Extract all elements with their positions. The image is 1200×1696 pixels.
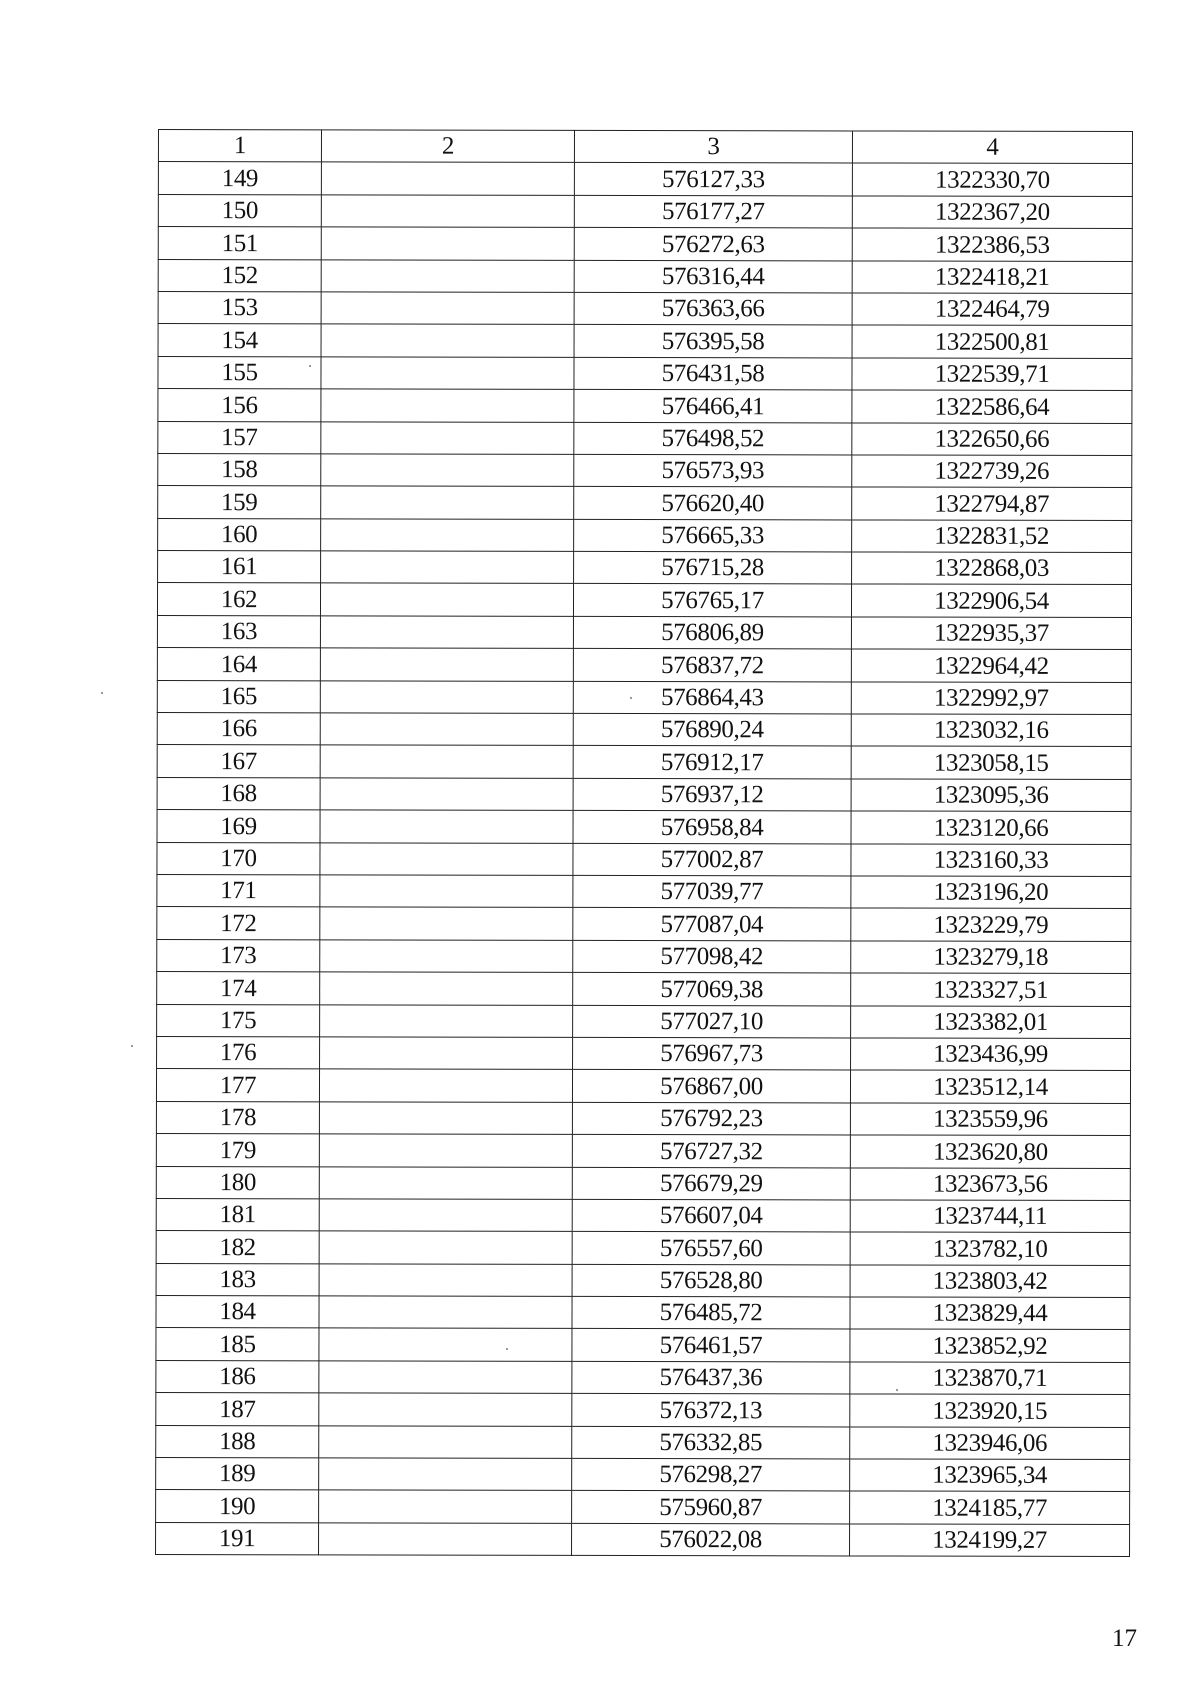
cell-col-2 [319,1069,572,1102]
table-row [158,356,1132,390]
cell-col-2 [319,1458,572,1491]
cell-coordinate-x: 576765,17 [573,584,851,617]
cell-col-2 [321,195,574,228]
cell-coordinate-y: 1322386,53 [852,228,1132,261]
cell-point-number: 150 [158,194,321,227]
table-row [157,907,1131,941]
cell-coordinate-x: 576437,36 [572,1361,850,1394]
cell-coordinate-y: 1323782,10 [850,1232,1130,1265]
cell-point-number: 159 [158,486,321,519]
table-row [158,227,1132,261]
cell-point-number: 170 [157,842,320,875]
cell-point-number: 178 [156,1101,319,1134]
cell-point-number: 151 [158,227,321,260]
cell-col-2 [319,1490,572,1523]
cell-coordinate-y: 1323946,06 [850,1427,1130,1460]
cell-point-number: 174 [157,972,320,1005]
cell-coordinate-x: 576867,00 [572,1070,850,1103]
cell-col-2 [320,907,573,940]
column-header-3: 3 [574,130,852,163]
cell-col-2 [319,1425,572,1458]
cell-coordinate-x: 577027,10 [573,1005,851,1038]
cell-col-2 [319,1296,572,1329]
cell-coordinate-x: 576372,13 [572,1394,850,1427]
scan-speck [101,692,103,694]
table-header-row [158,130,1132,164]
cell-col-2 [321,551,574,584]
table-row [156,1393,1130,1427]
cell-coordinate-y: 1322586,64 [852,390,1132,423]
table-row [158,453,1132,487]
cell-point-number: 189 [156,1458,319,1491]
cell-point-number: 171 [157,874,320,907]
cell-coordinate-x: 576431,58 [574,357,852,390]
cell-coordinate-x: 576298,27 [572,1458,850,1491]
cell-coordinate-x: 576958,84 [573,811,851,844]
table-row [158,551,1132,585]
table-row [158,259,1132,293]
cell-col-2 [320,745,573,778]
cell-col-2 [319,1231,572,1264]
table-row [157,713,1131,747]
cell-point-number: 191 [156,1522,319,1555]
cell-coordinate-y: 1324185,77 [850,1491,1130,1524]
cell-point-number: 187 [156,1393,319,1426]
cell-coordinate-y: 1323744,11 [850,1200,1130,1233]
cell-point-number: 153 [158,291,321,324]
table-row [157,680,1131,714]
scan-speck [896,1389,898,1391]
cell-coordinate-x: 576316,44 [574,260,852,293]
cell-point-number: 167 [157,745,320,778]
column-header-2: 2 [321,130,574,163]
scan-speck [131,1045,133,1047]
table-row [157,583,1131,617]
cell-coordinate-y: 1322739,26 [852,455,1132,488]
cell-col-2 [320,648,573,681]
cell-coordinate-y: 1323196,20 [851,876,1131,909]
table-row [156,1458,1130,1492]
cell-coordinate-x: 577039,77 [573,875,851,908]
cell-coordinate-x: 576715,28 [574,551,852,584]
table-row [156,1296,1130,1330]
cell-point-number: 165 [157,680,320,713]
cell-coordinate-y: 1322367,20 [852,196,1132,229]
cell-coordinate-y: 1323673,56 [850,1167,1130,1200]
cell-col-2 [319,1328,572,1361]
cell-coordinate-x: 576727,32 [572,1134,850,1167]
cell-col-2 [319,1264,572,1297]
table-row [156,1069,1130,1103]
cell-coordinate-y: 1323229,79 [851,908,1131,941]
cell-coordinate-x: 576363,66 [574,292,852,325]
cell-point-number: 152 [158,259,321,292]
cell-point-number: 166 [157,713,320,746]
table-row [157,874,1131,908]
coordinates-table [155,129,1133,1557]
cell-coordinate-y: 1323870,71 [850,1362,1130,1395]
cell-coordinate-x: 576937,12 [573,778,851,811]
cell-col-2 [320,940,573,973]
cell-col-2 [320,583,573,616]
cell-coordinate-x: 577098,42 [573,940,851,973]
table-row [157,777,1131,811]
cell-coordinate-x: 576022,08 [572,1523,850,1556]
cell-point-number: 182 [156,1231,319,1264]
cell-col-2 [319,1134,572,1167]
page-number: 17 [1112,1625,1137,1652]
cell-coordinate-x: 576806,89 [573,616,851,649]
cell-coordinate-y: 1322418,21 [852,261,1132,294]
table-row [157,648,1131,682]
cell-coordinate-y: 1322330,70 [852,163,1132,196]
cell-col-2 [321,519,574,552]
table-row [157,1004,1131,1038]
cell-point-number: 169 [157,810,320,843]
cell-coordinate-y: 1323095,36 [851,779,1131,812]
cell-point-number: 188 [156,1425,319,1458]
table-row [158,486,1132,520]
cell-point-number: 179 [156,1134,319,1167]
cell-col-2 [321,162,574,195]
cell-coordinate-x: 576177,27 [574,195,852,228]
cell-point-number: 154 [158,324,321,357]
column-header-1: 1 [158,130,321,163]
cell-coordinate-y: 1323120,66 [851,811,1131,844]
cell-coordinate-y: 1322539,71 [852,358,1132,391]
cell-coordinate-y: 1322964,42 [851,649,1131,682]
cell-point-number: 149 [158,162,321,195]
cell-col-2 [320,1037,573,1070]
table-row [157,972,1131,1006]
cell-point-number: 168 [157,777,320,810]
table-row [157,939,1131,973]
cell-col-2 [319,1102,572,1135]
cell-coordinate-y: 1322794,87 [852,487,1132,520]
cell-coordinate-y: 1323559,96 [850,1103,1130,1136]
cell-coordinate-x: 576864,43 [573,681,851,714]
cell-col-2 [321,421,574,454]
cell-col-2 [319,1199,572,1232]
cell-col-2 [320,875,573,908]
table-row [156,1425,1130,1459]
cell-point-number: 190 [156,1490,319,1523]
cell-point-number: 163 [157,615,320,648]
cell-coordinate-y: 1324199,27 [850,1524,1130,1557]
cell-col-2 [319,1361,572,1394]
cell-point-number: 184 [156,1296,319,1329]
cell-coordinate-y: 1323058,15 [851,746,1131,779]
cell-point-number: 172 [157,907,320,940]
cell-point-number: 181 [156,1198,319,1231]
cell-coordinate-y: 1322464,79 [852,293,1132,326]
cell-col-2 [320,842,573,875]
table-row [158,518,1132,552]
cell-coordinate-x: 576332,85 [572,1426,850,1459]
cell-col-2 [319,1393,572,1426]
cell-col-2 [321,324,574,357]
cell-coordinate-y: 1322868,03 [852,552,1132,585]
table-row [156,1101,1130,1135]
cell-col-2 [321,454,574,487]
cell-coordinate-x: 576890,24 [573,713,851,746]
cell-point-number: 156 [158,389,321,422]
table-row [156,1263,1130,1297]
cell-col-2 [320,1004,573,1037]
cell-coordinate-y: 1322650,66 [852,422,1132,455]
cell-col-2 [321,227,574,260]
table-row [158,421,1132,455]
table-row [158,324,1132,358]
cell-coordinate-x: 576461,57 [572,1329,850,1362]
cell-point-number: 161 [158,551,321,584]
cell-point-number: 176 [157,1036,320,1069]
table-row [156,1328,1130,1362]
cell-coordinate-x: 576679,29 [572,1167,850,1200]
cell-point-number: 162 [157,583,320,616]
cell-coordinate-y: 1322831,52 [852,520,1132,553]
scan-speck [630,697,632,699]
cell-coordinate-x: 576557,60 [572,1232,850,1265]
cell-coordinate-x: 576792,23 [572,1102,850,1135]
cell-coordinate-y: 1323032,16 [851,714,1131,747]
cell-coordinate-x: 576837,72 [573,649,851,682]
cell-coordinate-x: 576573,93 [574,454,852,487]
cell-point-number: 160 [158,518,321,551]
table-row [156,1134,1130,1168]
cell-point-number: 157 [158,421,321,454]
cell-coordinate-x: 575960,87 [572,1491,850,1524]
cell-coordinate-x: 576395,58 [574,325,852,358]
cell-col-2 [321,389,574,422]
cell-col-2 [321,292,574,325]
table-body [156,162,1133,1557]
cell-coordinate-x: 576620,40 [574,487,852,520]
cell-coordinate-y: 1323512,14 [850,1070,1130,1103]
cell-point-number: 175 [157,1004,320,1037]
cell-coordinate-y: 1322992,97 [851,682,1131,715]
cell-coordinate-x: 576272,63 [574,228,852,261]
cell-coordinate-x: 576607,04 [572,1199,850,1232]
cell-coordinate-y: 1323829,44 [850,1297,1130,1330]
cell-coordinate-y: 1323620,80 [850,1135,1130,1168]
cell-point-number: 158 [158,453,321,486]
cell-coordinate-x: 577002,87 [573,843,851,876]
cell-point-number: 180 [156,1166,319,1199]
cell-col-2 [321,259,574,292]
cell-coordinate-x: 577087,04 [573,908,851,941]
table-row [157,842,1131,876]
cell-col-2 [320,680,573,713]
table-row [157,745,1131,779]
cell-coordinate-y: 1322935,37 [851,617,1131,650]
cell-coordinate-x: 576127,33 [574,163,852,196]
table-row [156,1360,1130,1394]
table-row [156,1522,1130,1556]
table-row [158,389,1132,423]
table-row [157,810,1131,844]
cell-point-number: 177 [156,1069,319,1102]
cell-coordinate-x: 576665,33 [574,519,852,552]
cell-coordinate-y: 1323965,34 [850,1459,1130,1492]
table-row [158,291,1132,325]
cell-col-2 [319,1523,572,1556]
cell-col-2 [320,616,573,649]
cell-coordinate-x: 576967,73 [573,1037,851,1070]
cell-coordinate-y: 1323382,01 [851,1005,1131,1038]
cell-point-number: 173 [157,939,320,972]
table-row [156,1231,1130,1265]
cell-point-number: 185 [156,1328,319,1361]
cell-col-2 [320,972,573,1005]
cell-coordinate-x: 576528,80 [572,1264,850,1297]
scan-speck [309,365,311,367]
cell-coordinate-x: 576912,17 [573,746,851,779]
table-row [157,1036,1131,1070]
cell-coordinate-y: 1323852,92 [850,1329,1130,1362]
scan-speck [506,1348,508,1350]
cell-col-2 [320,713,573,746]
cell-col-2 [320,810,573,843]
cell-coordinate-y: 1323920,15 [850,1394,1130,1427]
cell-coordinate-y: 1323327,51 [851,973,1131,1006]
cell-coordinate-y: 1322500,81 [852,325,1132,358]
cell-coordinate-y: 1323803,42 [850,1265,1130,1298]
cell-col-2 [319,1166,572,1199]
cell-col-2 [321,357,574,390]
table-row [158,194,1132,228]
table-row [157,615,1131,649]
cell-point-number: 183 [156,1263,319,1296]
cell-coordinate-x: 576466,41 [574,389,852,422]
cell-point-number: 164 [157,648,320,681]
cell-coordinate-y: 1323436,99 [851,1038,1131,1071]
cell-col-2 [321,486,574,519]
cell-coordinate-y: 1322906,54 [851,584,1131,617]
cell-point-number: 186 [156,1360,319,1393]
cell-coordinate-y: 1323160,33 [851,844,1131,877]
table-row [156,1198,1130,1232]
cell-coordinate-y: 1323279,18 [851,941,1131,974]
cell-coordinate-x: 576498,52 [574,422,852,455]
table-row [156,1490,1130,1524]
cell-coordinate-x: 576485,72 [572,1296,850,1329]
table-row [158,162,1132,196]
cell-point-number: 155 [158,356,321,389]
cell-coordinate-x: 577069,38 [573,973,851,1006]
table-row [156,1166,1130,1200]
cell-col-2 [320,778,573,811]
column-header-4: 4 [852,131,1132,164]
